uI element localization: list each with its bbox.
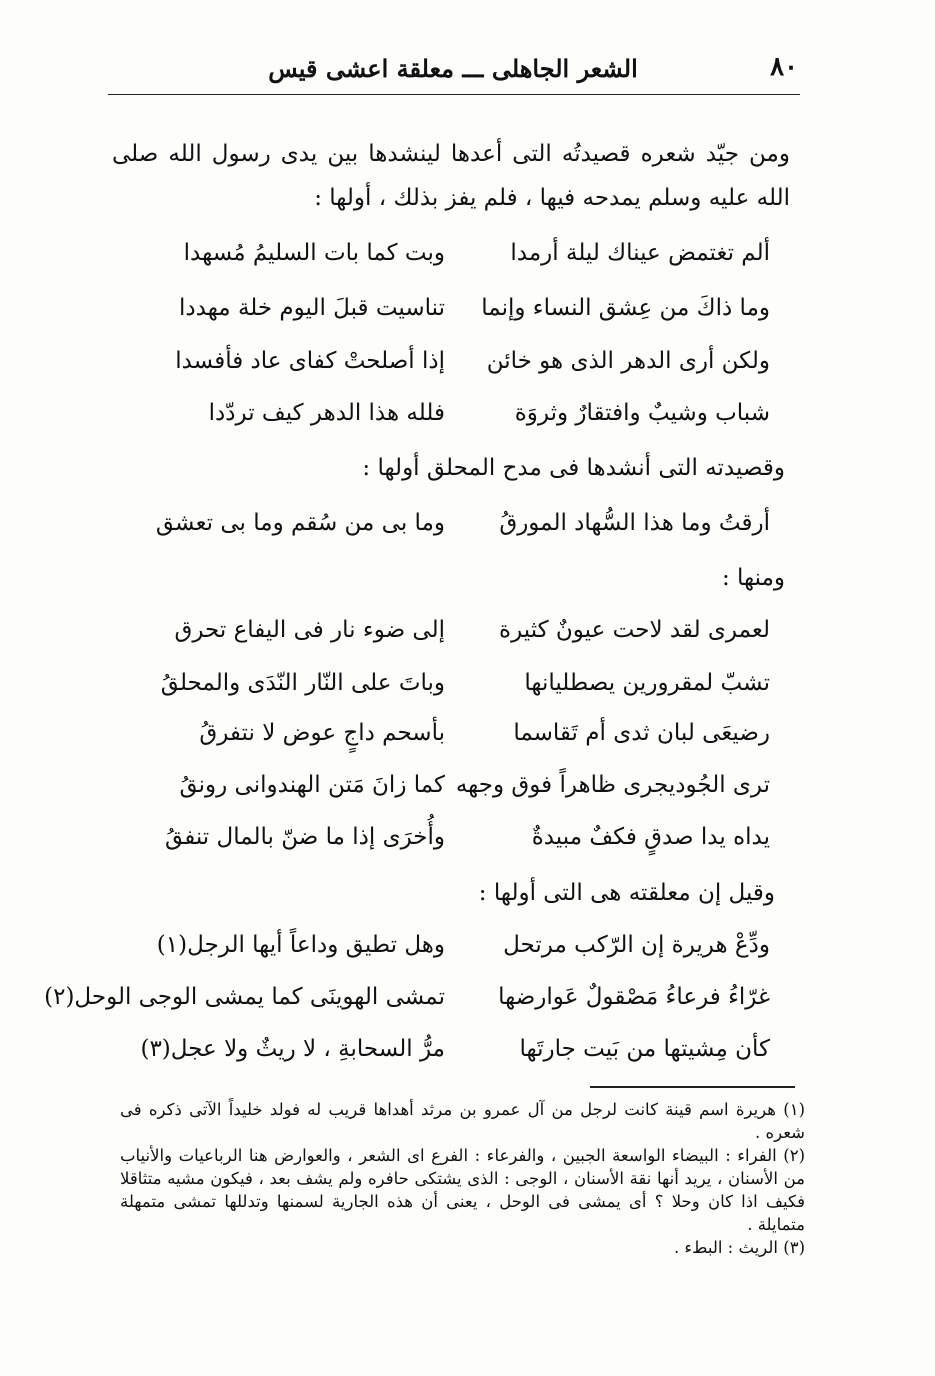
verse-first-hemistich: يداه يدا صدقٍ فكفٌ مبيدةٌ — [531, 824, 770, 850]
minha-label: ومنها : — [721, 565, 785, 591]
verse — [115, 348, 770, 398]
page-header — [108, 52, 798, 96]
verse-first-hemistich: ألم تغتمض عيناك ليلة أرمدا — [510, 240, 770, 266]
verse-second-hemistich: وأُخرَى إذا ما ضنّ بالمال تنفقُ — [165, 824, 445, 850]
verse — [115, 295, 770, 345]
intro-3: وقيل إن معلقته هى التى أولها : — [478, 880, 775, 906]
footnote-3: (٣) الريث : البطء . — [673, 1238, 805, 1257]
verse-second-hemistich: وبت كما بات السليمُ مُسهدا — [183, 240, 445, 266]
intro-2: وقصيدته التى أنشدها فى مدح المحلق أولها : — [362, 455, 785, 481]
verse-first-hemistich: تشبّ لمقرورين يصطليانها — [524, 670, 770, 696]
verse — [115, 240, 770, 290]
verse-second-hemistich: بأسحم داجٍ عوض لا نتفرقُ — [199, 720, 445, 746]
page-number: ٨٠ — [770, 52, 798, 82]
verse-second-hemistich: وما بى من سُقم وما بى تعشق — [155, 510, 445, 536]
verse-first-hemistich: شباب وشيبٌ وافتقارٌ وثروَة — [514, 400, 770, 426]
verse — [115, 400, 770, 450]
verse-second-hemistich: مرُّ السحابةِ ، لا ريثٌ ولا عجل(٣) — [140, 1036, 445, 1062]
verse-second-hemistich: كما زانَ مَتن الهندوانى رونقُ — [179, 772, 445, 798]
footnote-rule — [590, 1086, 795, 1088]
verse-second-hemistich: تمشى الهوينَى كما يمشى الوجى الوحل(٢) — [44, 984, 445, 1010]
verse-second-hemistich: إلى ضوء نار فى اليفاع تحرق — [174, 617, 445, 643]
verse — [115, 824, 770, 874]
verse — [115, 1036, 770, 1086]
verse-first-hemistich: كأن مِشيتها من بَيت جارتَها — [519, 1036, 770, 1062]
footnote-2: (٢) الفراء : البيضاء الواسعة الجبين ، والفرعاء : الفرع اى الشعر ، والعوارض هنا الرباعيات والأنياب من الأسنان ، يريد أنها نقة الأسنان ، الوجى : الذى يشتكى حافره ولم يشف بعد ، فيكون مشيه متثاقلا فكيف اذا كان وحلا ؟ أى يمشى فى الوحل ، يعنى أن هذه الجارية لسمنها وتدللها تمشى متمهلة متمايلة . — [120, 1146, 805, 1234]
verse-first-hemistich: ودِّعْ هريرة إن الرّكب مرتحل — [503, 932, 770, 958]
verse — [115, 617, 770, 667]
verse-first-hemistich: ترى الجُوديجرى ظاهراً فوق وجهه — [455, 772, 770, 798]
intro-paragraph: ومن جيّد شعره قصيدتُه التى أعدها لينشدها بين يدى رسول الله صلى الله عليه وسلم يمدحه فيها ، فلم يفز بذلك ، أولها : — [112, 141, 790, 211]
verse-second-hemistich: إذا أصلحتْ كفاى عاد فأفسدا — [175, 348, 445, 374]
verse-second-hemistich: وباتَ على النّار النّدَى والمحلقُ — [160, 670, 445, 696]
footnotes — [120, 1098, 805, 1259]
verse-second-hemistich: وهل تطيق وداعاً أيها الرجل(١) — [156, 932, 445, 958]
verse-second-hemistich: فلله هذا الدهر كيف تردّدا — [208, 400, 445, 426]
running-title: الشعر الجاهلى ـــ معلقة اعشى قيس — [268, 54, 638, 83]
verse-first-hemistich: غرّاءُ فرعاءُ مَصْقولٌ عَوارضها — [498, 984, 770, 1010]
verse-first-hemistich: رضيعَى لبان ثدى أم تَقاسما — [513, 720, 770, 746]
verse — [115, 670, 770, 720]
verse — [115, 932, 770, 982]
verse — [115, 772, 770, 822]
verse-second-hemistich: تناسيت قبلَ اليوم خلة مهددا — [179, 295, 445, 321]
verse — [44, 984, 770, 1034]
verse-first-hemistich: وما ذاكَ من عِشق النساء وإنما — [481, 295, 770, 321]
verse — [115, 510, 770, 560]
verse-first-hemistich: لعمرى لقد لاحت عيونٌ كثيرة — [499, 617, 770, 643]
verse-first-hemistich: ولكن أرى الدهر الذى هو خائن — [486, 348, 770, 374]
footnote-1: (١) هريرة اسم قينة كانت لرجل من آل عمرو بن مرثد أهداها قريب له فولد خليداً الآتى ذكره فى شعره . — [120, 1100, 805, 1142]
verse-first-hemistich: أرقتُ وما هذا السُّهاد المورقُ — [499, 510, 770, 536]
verse — [115, 720, 770, 770]
header-rule — [108, 94, 800, 95]
